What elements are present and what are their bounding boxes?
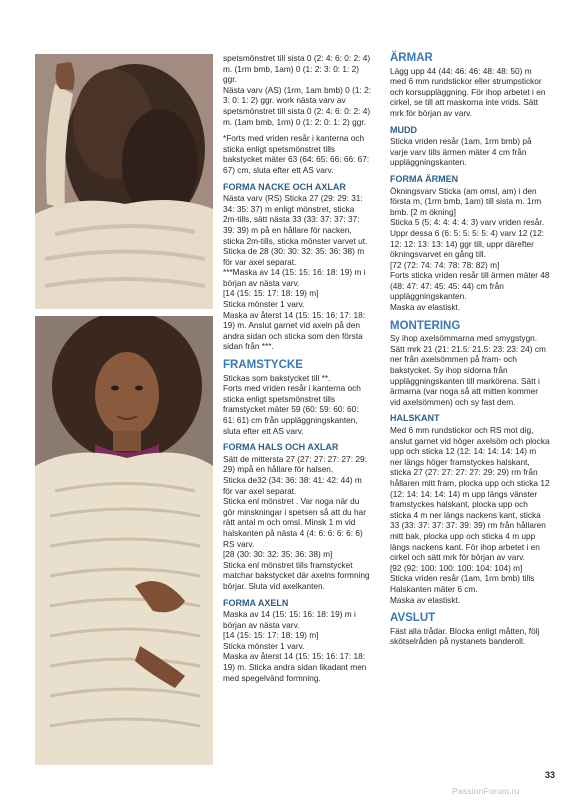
page-number: 33 <box>545 770 556 780</box>
section-heading: AVSLUT <box>390 612 436 625</box>
section-heading: MONTERING <box>390 319 461 332</box>
instruction-paragraph: Lägg upp 44 (44: 46: 46: 48: 48: 50) m med 6 mm rundstickor eller strumpstickor och korsuppläggning. För ihop arbetet i en cirkel, se till att maskorna inte vrids. Sätt mrk för början av varv. <box>390 65 546 118</box>
instruction-paragraph: Nästa varv (RS) Sticka 27 (29: 29: 31: 34: 35: 37) m enligt mönstret, sticka 2m-tills, sätt nästa 33 (33: 37: 37: 37: 39: 39) m på en hållare för nacken, sticka 2m-tills, sticka mönster varvet ut. Sticka de 28 (30: 30: 32: 35: 36: 38) m för var axel separat. ***Maska av 14 (15: 15: 16: 18: 19) m i början av nästa varv. [14 (15: 15: 17: 18: 19) m] Sticka mönster 1 varv. Maska av återst 14 (15: 15: 16: 17: 18: 19) m. Anslut garnet vid axeln på den andra sidan och sticka som den första sidan från ***. <box>223 193 368 352</box>
section-heading: FORMA HALS OCH AXLAR <box>223 442 339 453</box>
section-heading: HALSKANT <box>390 413 440 424</box>
pattern-column-right <box>390 53 550 653</box>
front-view-photo <box>35 316 213 765</box>
section-heading: FORMA AXELN <box>223 597 289 608</box>
instruction-paragraph: spetsmönstret till sista 0 (2: 4: 6: 0: 2: 4) m. (1rm bmb, 1am) 0 (1: 2: 3: 0: 1: 2) ggr. Nästa varv (AS) (1rm, 1am bmb) 0 (1: 2: 3: 0: 1: 2) ggr. work nästa varv av spetsmönstret till sista 0 (2: 4: 6: 0: 2: 4) m. (1am bmb, 1rm) 0 (1: 2: 0: 1: 2) ggr. <box>223 53 371 127</box>
back-view-photo <box>35 54 213 309</box>
instruction-paragraph: Fäst alla trådar. Blocka enligt måtten, följ skötselråden på nystanets banderoll. <box>390 625 540 647</box>
instruction-paragraph: Med 6 mm rundstickor och RS mot dig, anslut garnet vid höger axelsöm och plocka upp och sticka 12 (12: 14: 14: 14: 14) m ner längs höger framstyckes halskant, sticka 27 (27: 27: 27: 27: 29: 29) rm från hållaren mitt fram, plocka upp och sticka 12 (12: 14: 14: 14: 14) m upp längs vänster framstyckes halskant, plocka upp och sticka 4 m ner längs nackens kant, sticka 33 (33: 37: 37: 37: 39: 39) rm från hållaren mitt bak, plocka upp och sticka 4 m upp längs nackens kant. För ihop arbetet i en cirkel och sätt mrk för början av varv. [92 (92: 100: 100: 100: 104: 104) m] Sticka vriden resår (1am, 1rm bmb) tills Halskanten mäter 6 cm. Maska av elastiskt. <box>390 425 550 605</box>
instruction-paragraph: *Forts med vriden resår i kanterna och sticka enligt spetsmönstret tills bakstycket mäter 63 (64: 65: 66: 66: 67: 67) cm, sluta efter ett AS varv. <box>223 133 370 175</box>
section-heading: FORMA ÄRMEN <box>390 173 459 184</box>
instruction-paragraph: Stickas som bakstycket till **. Forts med vriden resår i kanterna och sticka enligt spetsmönstret tills framstycket mäter 59 (60: 59: 60: 60: 61: 61) cm från uppläggningskanten, sluta efter ett AS varv. <box>223 372 361 436</box>
section-heading: ÄRMAR <box>390 52 433 64</box>
instruction-paragraph: Sätt de mittersta 27 (27: 27: 27: 27: 29: 29) mpå en hållare för halsen. Sticka de32 (34: 36: 38: 41: 42: 44) m för var axel separat. Sticka enl mönstret . Var noga när du gör minskningar i spetsen så att du har rätt antal m och omsl. Minsk 1 m vid halskanten på nästa 4 (4: 6: 6: 6: 6: 6) RS varv. [28 (30: 30: 32: 35: 36: 38) m] Sticka enl mönstret tills framstycket matchar bakstycket där axelns formning börjar. Sluta vid axelkanten. <box>223 453 370 591</box>
section-heading: FRAMSTYCKE <box>223 359 303 372</box>
instruction-paragraph: Ökningsvarv Sticka (am omsl, am) i den första m, (1rm bmb, 1am) till sista m. 1rm bmb. [2 m ökning] Sticka 5 (5: 4: 4: 4: 4: 3) varv vriden resår. Uppr dessa 6 (6: 5: 5: 5: 5: 4) varv 12 (12: 12: 12: 13: 13: 14) ggr till, uppr därefter ökningsvarvet en gång till. [72 (72: 74: 74: 78: 78: 82) m] Forts sticka vriden resår till ärmen mäter 48 (48: 47: 47: 45: 45: 44) cm från uppläggningskanten. Maska av elastiskt. <box>390 185 550 313</box>
section-heading: FORMA NACKE OCH AXLAR <box>223 181 346 192</box>
instruction-paragraph: Maska av 14 (15: 15: 16: 18: 19) m i början av nästa varv. [14 (15: 15: 17: 18: 19) m] Sticka mönster 1 varv. Maska av återst 14 (15: 15: 16: 17: 18: 19) m. Sticka andra sidan likadant men med spegelvänd formning. <box>223 609 367 683</box>
section-heading: MUDD <box>390 124 417 135</box>
instruction-paragraph: Sy ihop axelsömmarna med smygstygn. Sätt mrk 21 (21: 21.5: 21.5: 23: 23: 24) cm ner från axelsömmen på fram- och bakstycket. Sy ihop sidorna från uppläggningskanten till markörena. Sätt i ärmarna (var noga så att mitten kommer vid axelsömmen) och sy fast dem. <box>390 333 546 407</box>
instruction-paragraph: Sticka vriden resår (1am, 1rm bmb) på varje varv tills ärmen mäter 4 cm från uppläggningskanten. <box>390 136 532 168</box>
pattern-column-left <box>223 53 371 689</box>
watermark: PassionForum.ru <box>452 786 520 796</box>
